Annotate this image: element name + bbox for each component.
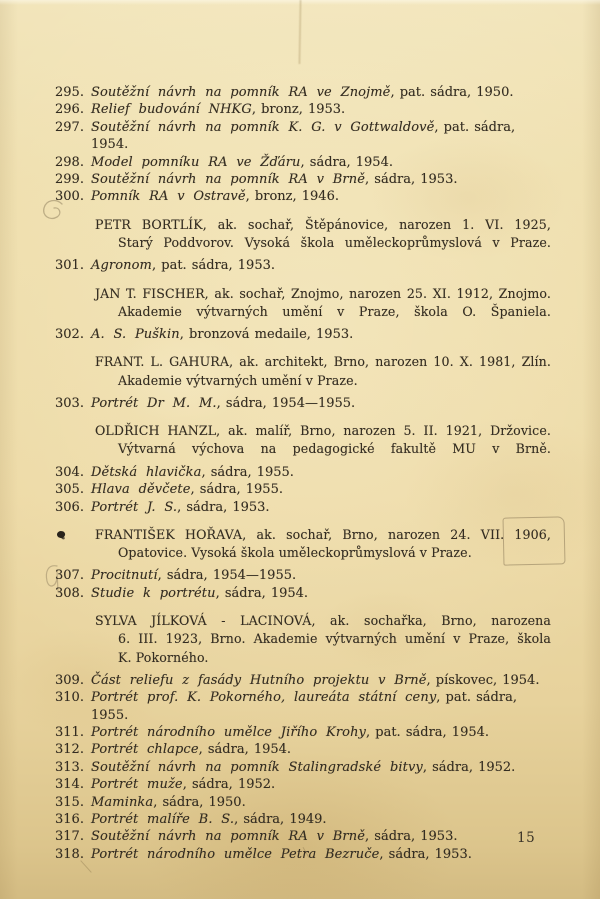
entry-number: 308. (55, 585, 84, 601)
work-details: , sádra, 1954. (300, 154, 393, 170)
entry-text (91, 101, 551, 118)
work-details: , sádra, 1954. (215, 585, 309, 601)
entry-number: 311. (55, 724, 84, 740)
work-details: , pískovec, 1954. (426, 672, 540, 688)
catalog-entry (55, 846, 551, 863)
work-title: Dětská hlavička (91, 464, 202, 480)
entry-text (91, 776, 551, 793)
work-title: Portrét prof. K. Pokorného, laureáta státní ceny (91, 690, 437, 706)
entry-number: 295. (55, 85, 84, 100)
entry-text (91, 724, 551, 741)
entry-number: 300. (55, 189, 84, 205)
artist-entry (55, 353, 551, 389)
artist-line: Výtvarná výchova na pedagogické fakultě MU v Brně. (118, 441, 551, 457)
work-title: Pomník RA v Ostravě (91, 189, 246, 205)
work-title: Portrét muže (91, 777, 183, 793)
work-title: Hlava děvčete (91, 482, 191, 498)
page-number: 15 (517, 830, 536, 846)
artist-line: Opatovice. Vysoká škola uměleckoprůmyslová v Praze. (118, 545, 472, 561)
entry-text (91, 828, 551, 845)
work-title: Část reliefu z fasády Hutního projektu v Brně (91, 672, 427, 688)
entry-number: 313. (55, 759, 84, 775)
catalog-entry (55, 171, 551, 188)
entry-text (91, 481, 551, 498)
catalog-entry (55, 154, 551, 171)
catalog-entry (55, 741, 551, 758)
artist-line: Starý Poddvorov. Vysoká škola uměleckoprůmyslová v Praze. (118, 235, 551, 251)
work-details: , sádra, 1953. (365, 829, 458, 845)
entry-text (91, 567, 551, 584)
entry-number: 304. (55, 464, 84, 480)
artist-line: FRANTIŠEK HOŘAVA, ak. sochař, Brno, narozen 24. VII. 1906, (95, 526, 551, 542)
artist-line: PETR BORTLÍK, ak. sochař, Štěpánovice, narozen 1. VI. 1925, (95, 216, 551, 232)
entry-text (91, 811, 551, 828)
artist-line: 6. III. 1923, Brno. Akademie výtvarných umění v Praze, škola (118, 631, 551, 647)
entry-number: 302. (55, 327, 84, 343)
entry-number: 309. (55, 672, 84, 688)
ink-dot-mark (56, 530, 66, 539)
entry-number: 303. (55, 395, 84, 411)
work-title: Portrét národního umělce Petra Bezruče (91, 846, 380, 862)
entry-text (91, 326, 551, 343)
work-title: Portrét malíře B. S. (91, 811, 235, 827)
catalog-entry (55, 672, 551, 689)
entry-text (91, 689, 551, 724)
catalog-list (55, 0, 551, 863)
entry-number: 305. (55, 482, 84, 498)
artist-line: SYLVA JÍLKOVÁ - LACINOVÁ, ak. sochařka, Brno, narozena (95, 613, 551, 629)
work-title: Portrét národního umělce Jiřího Krohy (91, 724, 366, 740)
entry-number: 310. (55, 690, 84, 706)
work-details: , pat. sádra, 1954. (91, 119, 516, 153)
work-details: , sádra, 1953. (365, 172, 458, 188)
entry-text (91, 188, 551, 205)
entry-number: 307. (55, 568, 84, 584)
pencil-box-mark (503, 516, 566, 565)
work-details: , sádra, 1954. (198, 742, 292, 758)
catalog-entry (55, 724, 551, 741)
work-title: Relief budování NHKG (91, 102, 252, 118)
entry-text (91, 464, 551, 481)
work-title: Maminka (91, 794, 154, 810)
work-details: , sádra, 1953. (177, 499, 270, 515)
work-title: Portrét Dr M. M. (91, 395, 217, 411)
work-title: Portrét J. S. (91, 499, 178, 515)
entry-number: 315. (55, 794, 84, 810)
entry-number: 317. (55, 829, 84, 845)
work-details: , sádra, 1953. (379, 846, 472, 862)
work-title: Procitnutí (91, 568, 158, 584)
artist-entry (55, 612, 551, 667)
work-details: , sádra, 1952. (422, 759, 516, 775)
artist-entry (55, 285, 551, 321)
catalog-entry (55, 395, 551, 412)
work-title: Soutěžní návrh na pomník RA ve Znojmě (91, 85, 391, 100)
entry-text (91, 395, 551, 412)
entry-text (91, 672, 551, 689)
entry-number: 312. (55, 742, 84, 758)
work-title: Soutěžní návrh na pomník Stalingradské bitvy (91, 759, 423, 775)
work-details: , pat. sádra, 1955. (91, 690, 517, 723)
entry-text (91, 846, 551, 863)
work-title: Model pomníku RA ve Žďáru (91, 154, 301, 170)
catalog-entry (55, 689, 551, 724)
work-details: , sádra, 1955. (201, 464, 294, 480)
artist-line: Akademie výtvarných umění v Praze. (118, 372, 358, 388)
catalog-entry (55, 585, 551, 602)
catalog-entry (55, 101, 551, 118)
entry-text (91, 741, 551, 758)
entry-text (91, 119, 551, 154)
work-details: , pat. sádra, 1950. (390, 85, 514, 100)
entry-number: 306. (55, 499, 84, 515)
work-details: , sádra, 1950. (153, 794, 246, 810)
entry-text (91, 84, 551, 101)
entry-text (91, 257, 551, 274)
work-details: , pat. sádra, 1954. (366, 724, 490, 740)
entry-number: 301. (55, 258, 84, 274)
entry-number: 316. (55, 811, 84, 827)
catalog-entry (55, 567, 551, 584)
catalog-entry (55, 776, 551, 793)
entry-number: 299. (55, 172, 84, 188)
work-details: , bronz, 1946. (245, 189, 339, 205)
artist-entry (55, 422, 551, 458)
work-title: Agronom (91, 258, 152, 274)
catalog-entry (55, 794, 551, 811)
artist-line: JAN T. FISCHER, ak. sochař, Znojmo, narozen 25. XI. 1912, Znojmo. (95, 285, 551, 301)
work-title: Soutěžní návrh na pomník K. G. v Gottwaldově (91, 119, 435, 135)
entry-number: 314. (55, 777, 84, 793)
catalog-entry (55, 188, 551, 205)
artist-line: FRANT. L. GAHURA, ak. architekt, Brno, narozen 10. X. 1981, Zlín. (95, 354, 551, 370)
catalog-entry (55, 481, 551, 498)
artist-entry (55, 216, 551, 252)
catalog-entry (55, 84, 551, 101)
catalog-entry (55, 326, 551, 343)
work-title: A. S. Puškin (91, 327, 180, 343)
work-title: Soutěžní návrh na pomník RA v Brně (91, 172, 366, 188)
work-title: Portrét chlapce (91, 742, 199, 758)
work-details: , pat. sádra, 1953. (151, 258, 275, 274)
catalog-entry (55, 257, 551, 274)
catalog-entry (55, 119, 551, 154)
work-details: , bronzová medaile, 1953. (179, 327, 354, 343)
entry-text (91, 759, 551, 776)
catalog-entry (55, 464, 551, 481)
catalog-entry (55, 828, 551, 845)
catalog-entry (55, 499, 551, 516)
catalog-entry (55, 759, 551, 776)
entry-text (91, 585, 551, 602)
artist-line: Akademie výtvarných umění v Praze, škola O. Španiela. (118, 303, 551, 319)
work-details: , sádra, 1955. (190, 482, 283, 498)
entry-number: 297. (55, 119, 84, 135)
work-title: Soutěžní návrh na pomník RA v Brně (91, 829, 366, 845)
entry-text (91, 794, 551, 811)
artist-line: K. Pokorného. (118, 649, 209, 665)
artist-entry (55, 526, 551, 562)
work-details: , sádra, 1954—1955. (216, 395, 356, 411)
entry-number: 318. (55, 846, 84, 862)
work-details: , sádra, 1954—1955. (157, 568, 297, 584)
work-title: Studie k portrétu (91, 585, 216, 601)
work-details: , sádra, 1952. (182, 777, 276, 793)
entry-number: 298. (55, 154, 84, 170)
entry-text (91, 154, 551, 171)
entry-text (91, 499, 551, 516)
work-details: , sádra, 1949. (234, 811, 327, 827)
entry-number: 296. (55, 102, 84, 118)
entry-text (91, 171, 551, 188)
work-details: , bronz, 1953. (251, 102, 346, 118)
artist-line: OLDŘICH HANZL, ak. malíř, Brno, narozen 5. II. 1921, Držovice. (95, 423, 551, 439)
catalog-entry (55, 811, 551, 828)
